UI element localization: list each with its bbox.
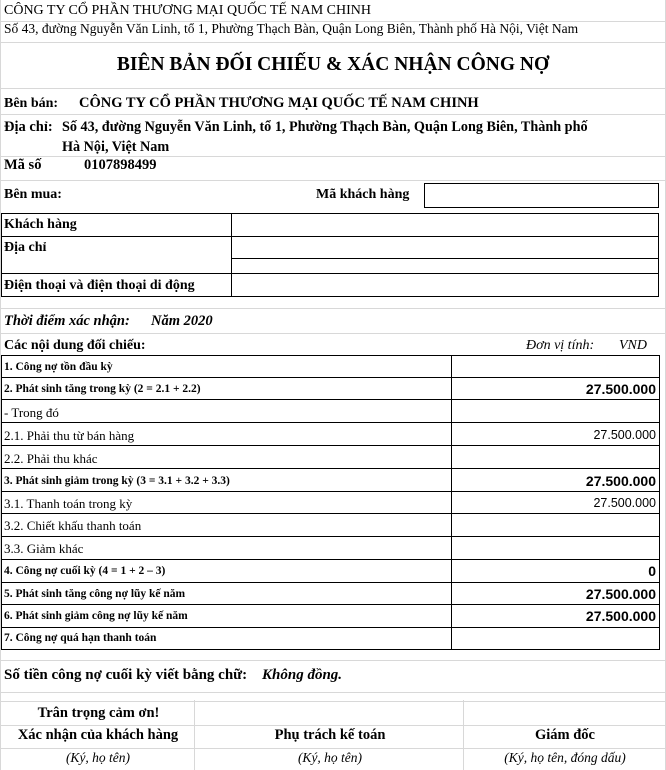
closing-text: Trân trọng cảm ơn! bbox=[37, 705, 160, 721]
table-row-divider bbox=[1, 627, 660, 628]
seller-address-line1: Số 43, đường Nguyễn Văn Linh, tổ 1, Phường Thạch Bàn, Quận Long Biên, Thành phố bbox=[62, 119, 588, 135]
table-row-label: 4. Công nợ cuối kỳ (4 = 1 + 2 – 3) bbox=[4, 565, 166, 577]
table-row-value: 0 bbox=[648, 563, 656, 579]
table-row-divider bbox=[1, 468, 660, 469]
table-row-label: 7. Công nợ quá hạn thanh toán bbox=[4, 632, 157, 644]
seller-name: CÔNG TY CỔ PHẦN THƯƠNG MẠI QUỐC TẾ NAM CHINH bbox=[79, 95, 479, 111]
contents-label: Các nội dung đối chiếu: bbox=[4, 338, 146, 353]
table-row-label: 6. Phát sinh giảm công nợ lũy kế năm bbox=[4, 610, 188, 622]
table-row-label: - Trong đó bbox=[4, 405, 59, 420]
table-row-label: 2.2. Phải thu khác bbox=[4, 451, 98, 466]
seller-label: Bên bán: bbox=[4, 96, 59, 111]
table-row-label: 3. Phát sinh giảm trong kỳ (3 = 3.1 + 3.2 + 3.3) bbox=[4, 475, 230, 487]
period-value: Năm 2020 bbox=[151, 313, 213, 329]
table-row-value: 27.500.000 bbox=[585, 608, 656, 624]
table-row-divider bbox=[1, 582, 660, 583]
seller-address-line2: Hà Nội, Việt Nam bbox=[62, 139, 170, 155]
table-row-value: 27.500.000 bbox=[593, 428, 656, 442]
table-row-value: 27.500.000 bbox=[585, 586, 656, 602]
table-row-label: 1. Công nợ tồn đầu kỳ bbox=[4, 361, 113, 373]
seller-address-label: Địa chỉ: bbox=[4, 119, 53, 135]
table-row-divider bbox=[1, 491, 660, 492]
table-row-label: 5. Phát sinh tăng công nợ lũy kế năm bbox=[4, 588, 186, 600]
period-label: Thời điểm xác nhận: bbox=[4, 313, 130, 329]
table-row-label: 3.3. Giảm khác bbox=[4, 541, 84, 556]
table-row-value: 27.500.000 bbox=[585, 473, 656, 489]
table-row-divider bbox=[1, 559, 660, 560]
table-row-divider bbox=[1, 536, 660, 537]
seller-tax-label: Mã số bbox=[4, 157, 42, 173]
document-title: BIÊN BẢN ĐỐI CHIẾU & XÁC NHẬN CÔNG NỢ bbox=[116, 54, 550, 75]
table-row-divider bbox=[1, 513, 660, 514]
company-address-header: Số 43, đường Nguyễn Văn Linh, tổ 1, Phường Thạch Bàn, Quận Long Biên, Thành phố Hà Nội, Việt Nam bbox=[4, 21, 579, 36]
phone-label: Điện thoại và điện thoại di động bbox=[4, 278, 195, 293]
unit-value: VND bbox=[619, 338, 647, 353]
company-header: CÔNG TY CỔ PHẦN THƯƠNG MẠI QUỐC TẾ NAM CHINH bbox=[4, 3, 371, 18]
signature-note-director: (Ký, họ tên, đóng dấu) bbox=[504, 750, 626, 765]
table-row-label: 3.1. Thanh toán trong kỳ bbox=[4, 496, 133, 511]
signature-note-accountant: (Ký, họ tên) bbox=[297, 750, 363, 765]
buyer-label: Bên mua: bbox=[4, 187, 62, 202]
table-row-label: 3.2. Chiết khấu thanh toán bbox=[4, 518, 142, 533]
table-row-label: 2. Phát sinh tăng trong kỳ (2 = 2.1 + 2.2) bbox=[4, 383, 201, 395]
table-row-divider bbox=[1, 445, 660, 446]
amount-in-words-label: Số tiền công nợ cuối kỳ viết bằng chữ: bbox=[4, 667, 248, 683]
table-row-label: 2.1. Phải thu từ bán hàng bbox=[4, 428, 135, 443]
amount-in-words-value: Không đồng. bbox=[262, 667, 343, 683]
table-row-value: 27.500.000 bbox=[585, 381, 656, 397]
signature-title-customer: Xác nhận của khách hàng bbox=[17, 727, 179, 743]
table-row-divider bbox=[1, 377, 660, 378]
customer-code-label: Mã khách hàng bbox=[316, 187, 410, 202]
signature-note-customer: (Ký, họ tên) bbox=[65, 750, 131, 765]
customer-code-field[interactable] bbox=[424, 183, 659, 208]
signature-title-accountant: Phụ trách kế toán bbox=[274, 727, 386, 743]
signature-title-director: Giám đốc bbox=[534, 727, 595, 743]
table-row-value: 27.500.000 bbox=[593, 496, 656, 510]
seller-tax-code: 0107898499 bbox=[84, 157, 157, 173]
buyer-address-label: Địa chỉ bbox=[4, 240, 47, 255]
table-row-divider bbox=[1, 422, 660, 423]
unit-label: Đơn vị tính: bbox=[526, 338, 595, 353]
table-row-divider bbox=[1, 399, 660, 400]
table-row-divider bbox=[1, 604, 660, 605]
customer-label: Khách hàng bbox=[4, 217, 77, 232]
